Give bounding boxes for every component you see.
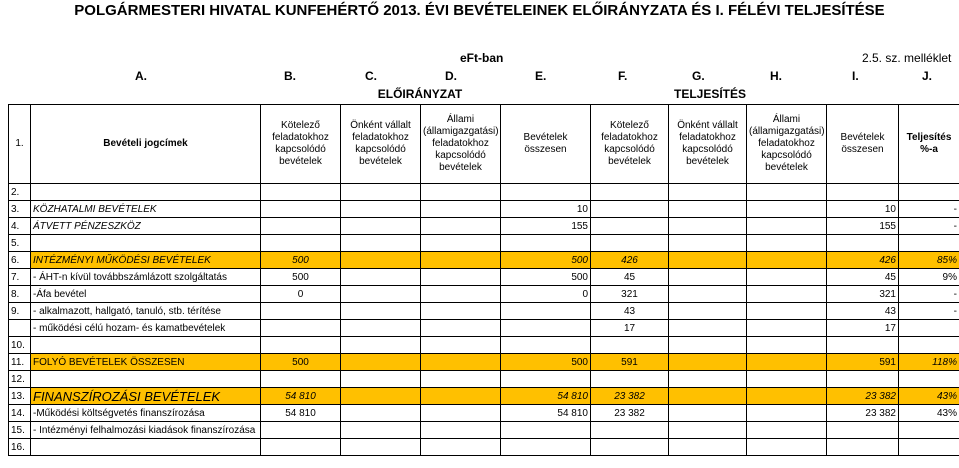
cell-c — [341, 371, 421, 388]
unit-label: eFt-ban — [460, 51, 504, 65]
cell-d — [421, 405, 501, 422]
page-title: POLGÁRMESTERI HIVATAL KUNFEHÉRTŐ 2013. ÉVI BEVÉTELEINEK ELŐIRÁNYZATA ÉS I. FÉLÉVI TELJESÍTÉSE — [74, 2, 885, 19]
cell-c — [341, 269, 421, 286]
cell-b — [261, 218, 341, 235]
row-number: 5. — [9, 235, 31, 252]
cell-i: 43 — [827, 303, 899, 320]
cell-d — [421, 269, 501, 286]
cell-b — [261, 235, 341, 252]
cell-f: 426 — [591, 252, 669, 269]
cell-g — [669, 405, 747, 422]
cell-i: 591 — [827, 354, 899, 371]
header-rownum: 1. — [9, 105, 31, 184]
cell-b — [261, 422, 341, 439]
cell-b: 500 — [261, 252, 341, 269]
cell-f — [591, 422, 669, 439]
row-label: - ÁHT-n kívül továbbszámlázott szolgáltatás — [31, 269, 261, 286]
cell-j — [899, 337, 959, 354]
cell-b — [261, 201, 341, 218]
cell-j: 43% — [899, 405, 959, 422]
cell-i — [827, 439, 899, 456]
row-label: - működési célú hozam- és kamatbevételek — [31, 320, 261, 337]
table-body — [9, 184, 959, 456]
col-letter-i: I. — [852, 69, 859, 83]
cell-b: 54 810 — [261, 405, 341, 422]
row-number: 16. — [9, 439, 31, 456]
table-row — [9, 252, 959, 269]
cell-i — [827, 235, 899, 252]
cell-f: 45 — [591, 269, 669, 286]
header-t-osszesen: Bevételek összesen — [827, 105, 899, 184]
col-letter-j: J. — [922, 69, 933, 83]
col-letter-d: D. — [445, 69, 457, 83]
table-row — [9, 371, 959, 388]
cell-h — [747, 422, 827, 439]
cell-e: 54 810 — [501, 388, 591, 405]
header-pct: Teljesítés %-a — [899, 105, 959, 184]
cell-j — [899, 422, 959, 439]
row-number: 15. — [9, 422, 31, 439]
cell-e: 500 — [501, 354, 591, 371]
cell-g — [669, 303, 747, 320]
cell-e — [501, 439, 591, 456]
cell-d — [421, 388, 501, 405]
cell-d — [421, 320, 501, 337]
row-number: 7. — [9, 269, 31, 286]
cell-d — [421, 184, 501, 201]
row-label: -Áfa bevétel — [31, 286, 261, 303]
header-osszesen: Bevételek összesen — [501, 105, 591, 184]
cell-e — [501, 422, 591, 439]
cell-i — [827, 337, 899, 354]
row-number: 13. — [9, 388, 31, 405]
cell-g — [669, 235, 747, 252]
cell-c — [341, 303, 421, 320]
cell-h — [747, 303, 827, 320]
col-letter-g: G. — [692, 69, 705, 83]
cell-c — [341, 235, 421, 252]
row-number: 8. — [9, 286, 31, 303]
row-number: 4. — [9, 218, 31, 235]
table-row — [9, 218, 959, 235]
row-number: 12. — [9, 371, 31, 388]
cell-j — [899, 184, 959, 201]
cell-c — [341, 218, 421, 235]
cell-e — [501, 337, 591, 354]
cell-b: 500 — [261, 269, 341, 286]
cell-e: 500 — [501, 269, 591, 286]
cell-f — [591, 184, 669, 201]
table-row — [9, 422, 959, 439]
group-teljesites: TELJESÍTÉS — [673, 87, 747, 101]
cell-h — [747, 405, 827, 422]
header-allami: Állami (államigazgatási) feladatokhoz kapcsolódó bevételek — [421, 105, 501, 184]
cell-j: - — [899, 286, 959, 303]
cell-i: 10 — [827, 201, 899, 218]
cell-c — [341, 286, 421, 303]
row-label — [31, 439, 261, 456]
row-number: 2. — [9, 184, 31, 201]
cell-f — [591, 201, 669, 218]
annex-label: 2.5. sz. melléklet — [862, 51, 952, 65]
cell-e: 54 810 — [501, 405, 591, 422]
cell-h — [747, 439, 827, 456]
cell-e: 500 — [501, 252, 591, 269]
group-eloiranyzat: ELŐIRÁNYZAT — [377, 87, 463, 101]
cell-j: - — [899, 303, 959, 320]
cell-g — [669, 388, 747, 405]
col-letter-f: F. — [618, 69, 628, 83]
cell-d — [421, 286, 501, 303]
cell-f: 17 — [591, 320, 669, 337]
cell-h — [747, 371, 827, 388]
row-label — [31, 235, 261, 252]
cell-b — [261, 337, 341, 354]
cell-b: 500 — [261, 354, 341, 371]
cell-c — [341, 184, 421, 201]
cell-g — [669, 320, 747, 337]
header-onkent: Önként vállalt feladatokhoz kapcsolódó bevételek — [341, 105, 421, 184]
cell-f — [591, 337, 669, 354]
cell-f — [591, 439, 669, 456]
col-letter-e: E. — [535, 69, 547, 83]
cell-g — [669, 252, 747, 269]
cell-c — [341, 252, 421, 269]
cell-h — [747, 201, 827, 218]
cell-d — [421, 337, 501, 354]
cell-f: 321 — [591, 286, 669, 303]
row-label: INTÉZMÉNYI MŰKÖDÉSI BEVÉTELEK — [31, 252, 261, 269]
row-number: 6. — [9, 252, 31, 269]
cell-j: 85% — [899, 252, 959, 269]
cell-d — [421, 218, 501, 235]
cell-e — [501, 184, 591, 201]
cell-c — [341, 439, 421, 456]
cell-i: 155 — [827, 218, 899, 235]
row-label: KÖZHATALMI BEVÉTELEK — [31, 201, 261, 218]
cell-c — [341, 422, 421, 439]
cell-i — [827, 371, 899, 388]
header-kotelezo: Kötelező feladatokhoz kapcsolódó bevételek — [261, 105, 341, 184]
cell-f — [591, 218, 669, 235]
row-number: 14. — [9, 405, 31, 422]
cell-j: 118% — [899, 354, 959, 371]
cell-e — [501, 303, 591, 320]
cell-g — [669, 337, 747, 354]
cell-g — [669, 269, 747, 286]
cell-c — [341, 354, 421, 371]
cell-c — [341, 405, 421, 422]
cell-c — [341, 320, 421, 337]
cell-i: 426 — [827, 252, 899, 269]
cell-h — [747, 320, 827, 337]
table-row — [9, 405, 959, 422]
cell-d — [421, 252, 501, 269]
cell-d — [421, 235, 501, 252]
table-row — [9, 388, 959, 405]
row-label — [31, 337, 261, 354]
cell-i: 23 382 — [827, 405, 899, 422]
cell-j — [899, 320, 959, 337]
header-jogcim: Bevételi jogcímek — [31, 105, 261, 184]
row-label: - alkalmazott, hallgató, tanuló, stb. térítése — [31, 303, 261, 320]
table-row — [9, 439, 959, 456]
cell-g — [669, 184, 747, 201]
cell-j — [899, 439, 959, 456]
cell-i — [827, 422, 899, 439]
cell-b: 0 — [261, 286, 341, 303]
cell-j — [899, 371, 959, 388]
cell-f: 43 — [591, 303, 669, 320]
table-row — [9, 201, 959, 218]
cell-e: 0 — [501, 286, 591, 303]
row-label — [31, 371, 261, 388]
cell-f — [591, 371, 669, 388]
cell-b — [261, 303, 341, 320]
cell-g — [669, 201, 747, 218]
table-row — [9, 269, 959, 286]
cell-e — [501, 235, 591, 252]
cell-i: 17 — [827, 320, 899, 337]
cell-i: 23 382 — [827, 388, 899, 405]
table-row — [9, 303, 959, 320]
cell-h — [747, 218, 827, 235]
col-letter-h: H. — [770, 69, 782, 83]
cell-g — [669, 371, 747, 388]
cell-j: - — [899, 218, 959, 235]
revenue-table — [8, 104, 959, 456]
cell-h — [747, 252, 827, 269]
col-letter-c: C. — [365, 69, 377, 83]
cell-e — [501, 371, 591, 388]
cell-d — [421, 303, 501, 320]
table-row — [9, 320, 959, 337]
table-row — [9, 235, 959, 252]
cell-h — [747, 354, 827, 371]
cell-d — [421, 354, 501, 371]
cell-c — [341, 337, 421, 354]
cell-c — [341, 201, 421, 218]
cell-d — [421, 201, 501, 218]
row-label: FOLYÓ BEVÉTELEK ÖSSZESEN — [31, 354, 261, 371]
cell-c — [341, 388, 421, 405]
table-row — [9, 184, 959, 201]
cell-g — [669, 439, 747, 456]
cell-j — [899, 235, 959, 252]
cell-h — [747, 235, 827, 252]
cell-j: 43% — [899, 388, 959, 405]
cell-i: 321 — [827, 286, 899, 303]
row-number: 11. — [9, 354, 31, 371]
row-number: 9. — [9, 303, 31, 320]
cell-h — [747, 286, 827, 303]
row-label: - Intézményi felhalmozási kiadások finanszírozása — [31, 422, 261, 439]
header-row — [9, 105, 959, 184]
cell-d — [421, 371, 501, 388]
row-label: ÁTVETT PÉNZESZKÖZ — [31, 218, 261, 235]
col-letter-b: B. — [284, 69, 296, 83]
header-t-onkent: Önként vállalt feladatokhoz kapcsolódó bevételek — [669, 105, 747, 184]
cell-i: 45 — [827, 269, 899, 286]
table-row — [9, 286, 959, 303]
cell-i — [827, 184, 899, 201]
cell-f — [591, 235, 669, 252]
cell-d — [421, 439, 501, 456]
cell-b — [261, 439, 341, 456]
row-label: -Működési költségvetés finanszírozása — [31, 405, 261, 422]
row-number: 10. — [9, 337, 31, 354]
header-t-allami: Állami (államigazgatási) feladatokhoz kapcsolódó bevételek — [747, 105, 827, 184]
cell-h — [747, 269, 827, 286]
cell-f: 591 — [591, 354, 669, 371]
cell-f: 23 382 — [591, 388, 669, 405]
row-label: FINANSZÍROZÁSI BEVÉTELEK — [31, 388, 261, 405]
cell-b — [261, 371, 341, 388]
row-label — [31, 184, 261, 201]
cell-d — [421, 422, 501, 439]
row-number: 3. — [9, 201, 31, 218]
cell-j: 9% — [899, 269, 959, 286]
table-row — [9, 337, 959, 354]
cell-f: 23 382 — [591, 405, 669, 422]
cell-g — [669, 354, 747, 371]
cell-e — [501, 320, 591, 337]
header-t-kotelezo: Kötelező feladatokhoz kapcsolódó bevételek — [591, 105, 669, 184]
cell-e: 10 — [501, 201, 591, 218]
col-letter-a: A. — [135, 69, 147, 83]
row-number — [9, 320, 31, 337]
cell-g — [669, 286, 747, 303]
cell-b — [261, 184, 341, 201]
cell-h — [747, 184, 827, 201]
cell-e: 155 — [501, 218, 591, 235]
cell-g — [669, 218, 747, 235]
cell-h — [747, 388, 827, 405]
cell-b — [261, 320, 341, 337]
cell-j: - — [899, 201, 959, 218]
cell-h — [747, 337, 827, 354]
table-row — [9, 354, 959, 371]
cell-b: 54 810 — [261, 388, 341, 405]
cell-g — [669, 422, 747, 439]
